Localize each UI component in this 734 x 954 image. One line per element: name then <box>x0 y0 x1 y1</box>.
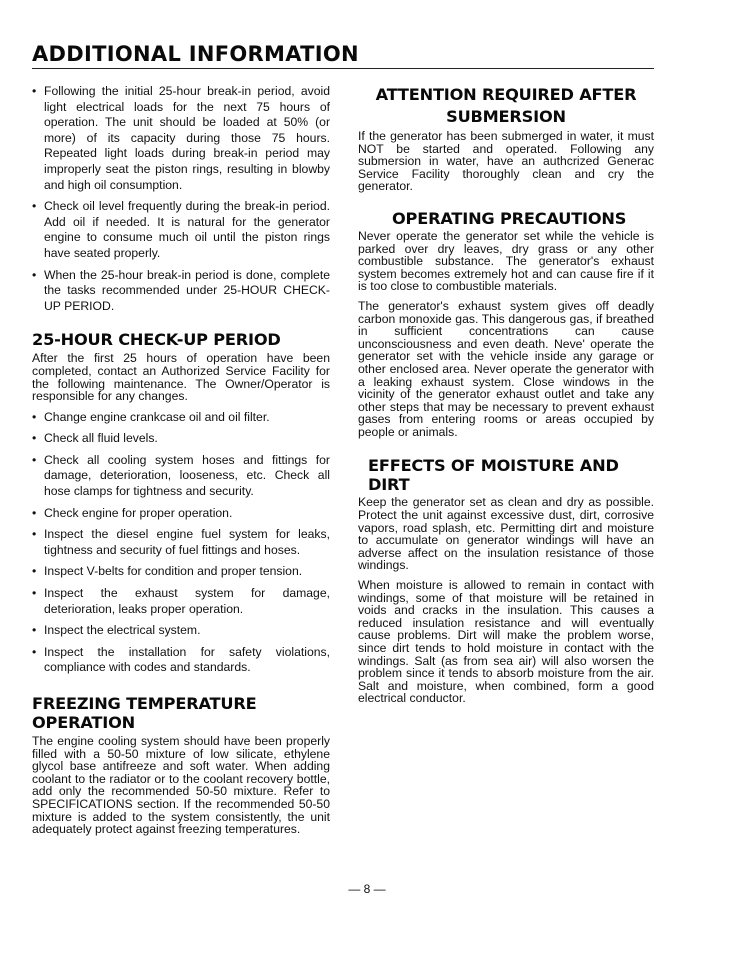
list-item: • Inspect V-belts for condition and proper tension. <box>32 564 330 580</box>
submersion-text: If the generator has been submerged in water, it must NOT be started and operated. Following any submersion in water, have an authcrized Generac Service Facility thoroughly clean and cry the generator. <box>358 129 654 194</box>
list-item: • Inspect the electrical system. <box>32 623 330 639</box>
precautions-p1: Never operate the generator set while the vehicle is parked over dry leaves, dry grass or any other combustible substance. The generator's exhaust system becomes extremely hot and can cause fire if it is too close to combustible materials. <box>358 228 654 294</box>
list-item: • Check oil level frequently during the break-in period. Add oil if needed. It is natural for the generator engine to consume much oil until the piston rings have seated properly. <box>32 199 330 261</box>
checkup-list <box>32 410 330 676</box>
left-column <box>32 84 330 843</box>
submersion-heading <box>358 84 654 128</box>
right-column <box>358 84 654 712</box>
submersion-heading-line2: SUBMERSION <box>446 107 566 126</box>
page-number: — 8 — <box>348 882 386 896</box>
submersion-heading-line1: ATTENTION REQUIRED AFTER <box>375 85 637 104</box>
list-item: • Change engine crankcase oil and oil filter. <box>32 410 330 426</box>
checkup-intro: After the first 25 hours of operation have been completed, contact an Authorized Service Facility for the following maintenance. The Owner/Operator is responsible for any changes. <box>32 351 330 404</box>
list-item: • When the 25-hour break-in period is done, complete the tasks recommended under 25-HOUR CHECK-UP PERIOD. <box>32 268 330 315</box>
page-title: ADDITIONAL INFORMATION <box>32 42 359 66</box>
title-divider <box>32 68 654 69</box>
moisture-heading: EFFECTS OF MOISTURE AND DIRT <box>368 456 619 495</box>
checkup-heading: 25-HOUR CHECK-UP PERIOD <box>32 330 281 350</box>
freezing-heading: FREEZING TEMPERATURE OPERATION <box>32 694 257 732</box>
list-item: • Check all fluid levels. <box>32 431 330 447</box>
list-item: • Inspect the installation for safety violations, compliance with codes and standards. <box>32 645 330 676</box>
list-item: • Check all cooling system hoses and fittings for damage, deterioration, looseness, etc. Check all hose clamps for tightness and security. <box>32 453 330 500</box>
moisture-p2: When moisture is allowed to remain in contact with windings, some of that moisture will be retained in voids and cracks in the insulation. This causes a reduced insulation resistance and will eventually cause problems. Dirt will make the problem worse, since dirt tends to hold moisture in contact with the windings. Salt (as from sea air) will also worsen the problem since it tends to absorb moisture from the air. Salt and moisture, when combined, form a good electrical conductor. <box>358 578 654 706</box>
list-item: • Following the initial 25-hour break-in period, avoid light electrical loads for the next 75 hours of operation. The unit should be loaded at 50% (or more) of its capacity during those 75 hours. Repeated light loads during break-in period may improperly seat the piston rings, resulting in blowby and high oil consumption. <box>32 84 330 193</box>
precautions-heading: OPERATING PRECAUTIONS <box>392 208 627 228</box>
list-item: • Inspect the diesel engine fuel system for leaks, tightness and security of fuel fittings and hoses. <box>32 527 330 558</box>
moisture-p1: Keep the generator set as clean and dry as possible. Protect the unit against excessive dust, dirt, corrosive vapors, road splash, etc. Permitting dirt and moisture to accumulate on generator windings will have an adverse affect on the insulation resistance of those windings. <box>358 495 654 573</box>
freezing-text: The engine cooling system should have been properly filled with a 50-50 mixture of low silicate, ethylene glycol base antifreeze and soft water. When adding coolant to the radiator or to the coolant recovery bottle, add only the recommended 50-50 mixture. Refer to SPECIFICATIONS section. If the recommended 50-50 mixture is added to the system consistently, the unit adequately protect against freezing temperatures. <box>32 734 330 837</box>
break-in-list <box>32 84 330 314</box>
list-item: • Check engine for proper operation. <box>32 506 330 522</box>
list-item: • Inspect the exhaust system for damage, deterioration, leaks proper operation. <box>32 586 330 617</box>
precautions-p2: The generator's exhaust system gives off deadly carbon monoxide gas. This dangerous gas, if breathed in sufficient concentrations can cause unconsciousness and even death. Neve' operate the generator set with the vehicle inside any garage or other enclosed area. Never operate the generator with a leaking exhaust system. Close windows in the vicinity of the generator exhaust outlet and take any other steps that may be necessary to prevent exhaust gases from entering rooms or areas occupied by people or animals. <box>358 298 654 439</box>
